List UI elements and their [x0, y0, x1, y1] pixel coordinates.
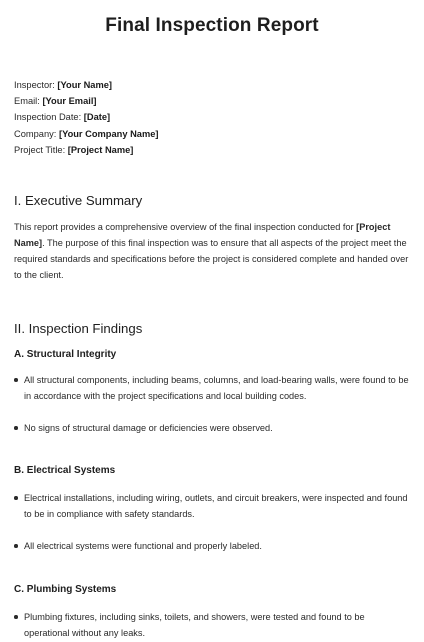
page-title: Final Inspection Report [105, 15, 319, 36]
plumbing-systems-heading: C. Plumbing Systems [14, 584, 117, 596]
meta-company [14, 126, 410, 142]
list-item [14, 609, 410, 641]
meta-email [14, 93, 410, 109]
summary-project-name: [Project Name] [14, 222, 391, 249]
executive-summary-heading: I. Executive Summary [14, 193, 143, 209]
list-item [14, 490, 410, 522]
meta-value: [Project Name] [67, 144, 134, 155]
meta-value: [Date] [83, 112, 111, 123]
electrical-findings-list [14, 490, 410, 554]
list-item-text: No signs of structural damage or deficiencies were observed. [24, 423, 273, 434]
bullet-icon [14, 615, 18, 619]
bullet-icon [14, 496, 18, 500]
structural-integrity-heading: A. Structural Integrity [14, 349, 117, 361]
meta-value: [Your Company Name] [58, 128, 159, 139]
list-item-text: Electrical installations, including wiring, outlets, and circuit breakers, were inspected and found to be in compliance with safety standards. [24, 493, 408, 520]
meta-project-title [14, 142, 410, 158]
bullet-icon [14, 544, 18, 548]
list-item [14, 538, 410, 554]
list-item-text: Plumbing fixtures, including sinks, toilets, and showers, were tested and found to be operational without any leaks. [24, 612, 365, 639]
list-item-text: All electrical systems were functional and properly labeled. [24, 541, 262, 552]
list-item [14, 372, 410, 404]
bullet-icon [14, 426, 18, 430]
list-item-text: All structural components, including beams, columns, and load-bearing walls, were found to be in accordance with the project specifications and local building codes. [24, 375, 409, 402]
meta-value: [Your Email] [42, 96, 97, 107]
executive-summary-paragraph [14, 219, 410, 283]
meta-label: Company: [14, 128, 57, 139]
bullet-icon [14, 378, 18, 382]
meta-label: Inspector: [14, 80, 55, 90]
summary-text: . The purpose of this final inspection was to ensure that all aspects of the project meet the required standards and specifications before the project is considered complete and handed over to the client. [14, 238, 409, 281]
meta-label: Email: [14, 96, 40, 107]
meta-inspection-date [14, 109, 410, 125]
inspection-findings-heading: II. Inspection Findings [14, 321, 143, 337]
meta-label: Project Title: [14, 144, 66, 155]
electrical-systems-heading: B. Electrical Systems [14, 465, 116, 477]
summary-text: This report provides a comprehensive overview of the final inspection conducted for [14, 222, 357, 233]
meta-inspector [14, 77, 410, 93]
meta-label: Inspection Date: [14, 112, 82, 123]
plumbing-findings-list [14, 609, 410, 641]
list-item [14, 420, 410, 436]
structural-findings-list [14, 372, 410, 436]
meta-value: [Your Name] [57, 80, 113, 90]
report-metadata [14, 77, 410, 158]
